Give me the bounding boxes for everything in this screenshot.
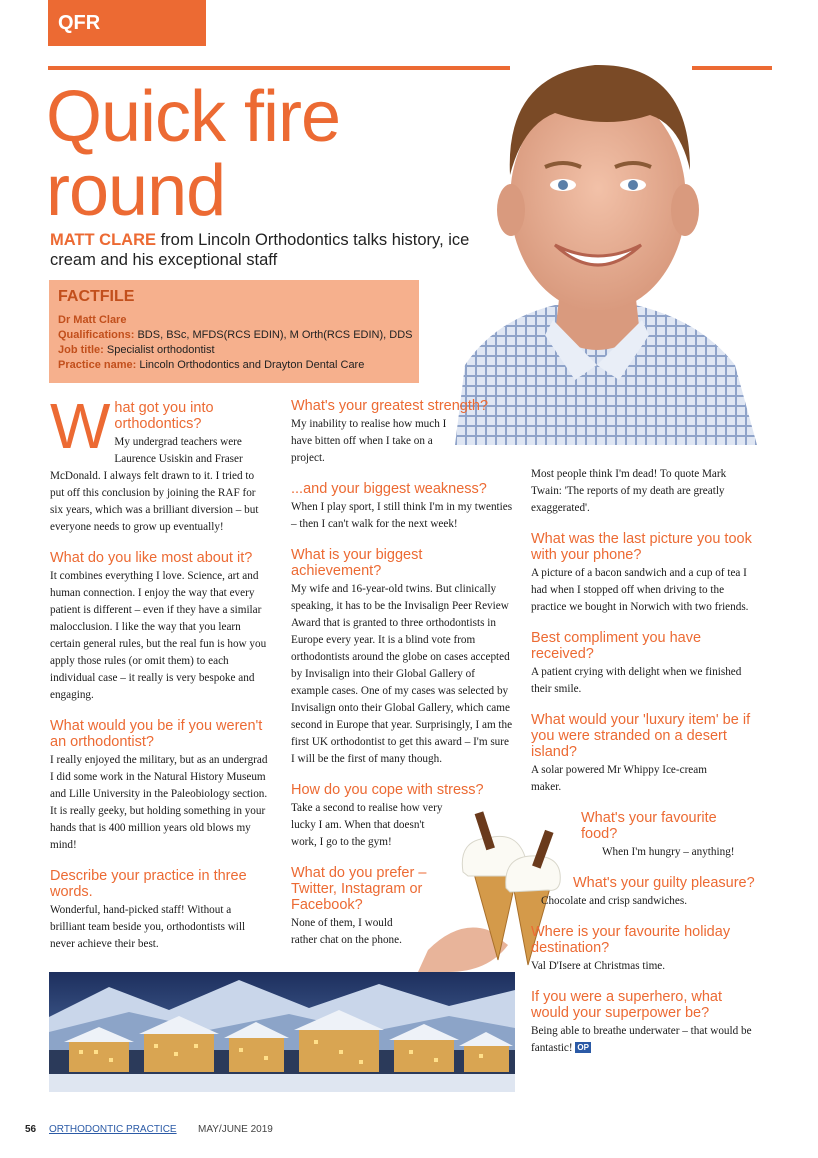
page-title [46, 77, 341, 231]
question-heading: What would your 'luxury item' be if you were stranded on a desert island? [531, 712, 751, 760]
answer-text-rest: McDonald. I always felt drawn to it. I tried to put off this conclusion by joining the RAF for six years, which was a brilliant diversion – but everyone needs to grow up eventually! [50, 470, 259, 533]
question-heading: Describe your practice in three words. [50, 868, 247, 900]
answer-text [531, 1023, 757, 1057]
answer-text: My inability to realise how much I have bitten off when I take on a project. [291, 418, 447, 464]
question-heading: How do you cope with stress? [291, 782, 484, 798]
page-footer [25, 1124, 273, 1135]
title-line-2: round [46, 151, 226, 231]
section-tag: QFR [48, 0, 206, 46]
qualifications-label: Qualifications: [58, 329, 135, 341]
question-heading: What's your guilty pleasure? [573, 875, 755, 891]
question-heading: If you were a superhero, what would your superpower be? [531, 989, 723, 1021]
standfirst-text: from Lincoln Orthodontics talks history, ice cream and his exceptional staff [50, 231, 470, 269]
answer-text: A solar powered Mr Whippy Ice-cream maker. [531, 764, 707, 793]
qualifications-value: BDS, BSc, MFDS(RCS EDIN), M Orth(RCS EDIN), DDS [137, 329, 413, 341]
issue-date: MAY/JUNE 2019 [198, 1124, 273, 1135]
practice-name-value: Lincoln Orthodontics and Drayton Dental Care [139, 359, 365, 371]
column-3 [531, 466, 757, 1057]
answer-text: Chocolate and crisp sandwiches. [541, 895, 688, 907]
answer-text: Most people think I'm dead! To quote Mark Twain: 'The reports of my death are greatly exaggerated'. [531, 468, 727, 514]
answer-text: It combines everything I love. Science, art and human connection. I enjoy the way that every patient is different – even if they have a similar malocclusion. I like the way that you learn certain general rules, but the real fun is how you apply those rules (or omit them) to each individual case – it really is very bespoke and engaging. [50, 570, 267, 701]
portrait-photo [435, 35, 757, 445]
answer-text: When I play sport, I still think I'm in my twenties – then I can't walk for the next week! [291, 501, 513, 530]
answer-text: A patient crying with delight when we finished their smile. [531, 666, 742, 695]
question-heading: What is your biggest achievement? [291, 547, 423, 579]
title-line-1: Quick fire [46, 77, 341, 157]
answer-text: When I'm hungry – anything! [602, 846, 735, 858]
question-heading: What would you be if you weren't an orthodontist? [50, 718, 263, 750]
answer-text: Take a second to realise how very lucky I am. When that doesn't work, I go to the gym! [291, 802, 443, 848]
answer-text: None of them, I would rather chat on the phone. [291, 917, 402, 946]
question-heading: hat got you into orthodontics? [114, 400, 214, 432]
answer-text: I really enjoyed the military, but as an undergrad I did some work in the Natural History Museum and Lille University in the Paleobiology section. It is really geeky, but holding something in your hands that is 400 million years old blows my mind! [50, 754, 268, 851]
question-heading: Where is your favourite holiday destination? [531, 924, 731, 956]
factfile-box [49, 280, 419, 383]
column-1 [50, 390, 268, 967]
magazine-name: ORTHODONTIC PRACTICE [49, 1124, 177, 1135]
interviewee-name: MATT CLARE [50, 231, 157, 249]
question-heading: What was the last picture you took with your phone? [531, 531, 752, 563]
answer-text-final: Being able to breathe underwater – that would be fantastic! [531, 1025, 752, 1054]
question-heading: What do you prefer – Twitter, Instagram or Facebook? [291, 865, 427, 913]
drop-cap: W [50, 390, 111, 462]
question-heading: ...and your biggest weakness? [291, 481, 487, 497]
factfile-name: Dr Matt Clare [58, 314, 127, 326]
answer-text: A picture of a bacon sandwich and a cup of tea I had when I stopped off when driving to the practice we bought in Norwich with two friends. [531, 567, 749, 613]
ski-village-photo [49, 972, 515, 1092]
job-title-value: Specialist orthodontist [106, 344, 215, 356]
op-logo-icon: OP [577, 1043, 589, 1052]
page-number: 56 [25, 1124, 37, 1135]
answer-text: My wife and 16-year-old twins. But clinically speaking, it has to be the Invisalign Peer Review Award that is granted to three orthodontists in Europe every year. It is a blind vote from orthodontists around the globe on cases accepted by Invisalign into their Global Gallery of example cases. One of my cases was selected by Invisalign onto their Global Gallery, which came second in Europe that year. Surprisingly, I am the first UK orthodontist to get this award – I'm sure I will be the first of many though. [291, 583, 513, 765]
answer-text: Wonderful, hand-picked staff! Without a brilliant team beside you, orthodontists will never achieve their best. [50, 904, 246, 950]
standfirst [50, 230, 470, 270]
question-heading: Best compliment you have received? [531, 630, 702, 662]
answer-text: Val D'Isere at Christmas time. [531, 960, 666, 972]
factfile-heading: FACTFILE [58, 288, 135, 305]
question-heading: What do you like most about it? [50, 550, 253, 566]
practice-name-label: Practice name: [58, 359, 137, 371]
question-heading: What's your greatest strength? [291, 398, 489, 414]
question-heading: What's your favourite food? [581, 810, 717, 842]
answer-text-lead: My undergrad teachers were Laurence Usiskin and Fraser [114, 436, 243, 465]
job-title-label: Job title: [58, 344, 104, 356]
